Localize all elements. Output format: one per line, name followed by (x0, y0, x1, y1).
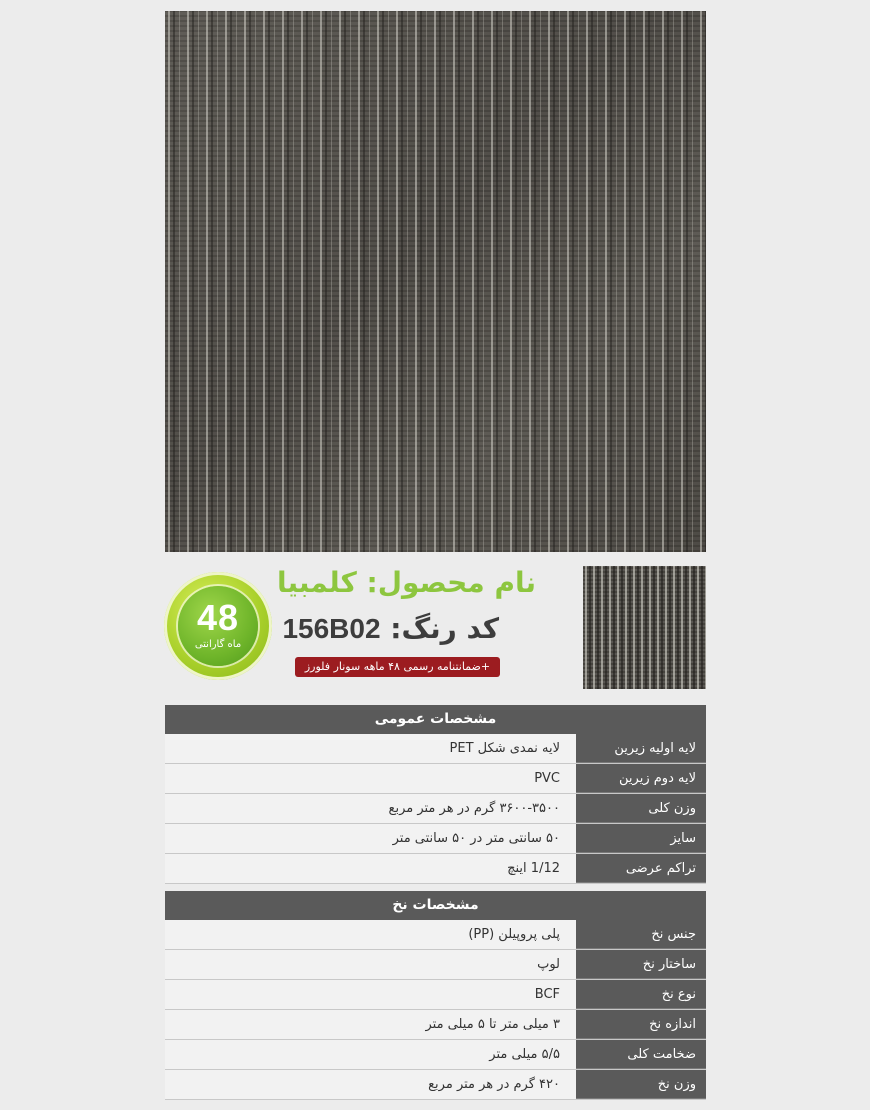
table-row (165, 1040, 706, 1070)
spec-value: پلی پروپیلن (PP) (165, 920, 576, 949)
warranty-note: +ضمانتنامه رسمی ۴۸ ماهه سونار فلورز (295, 657, 500, 677)
spec-value: ۵۰ سانتی متر در ۵۰ سانتی متر (165, 824, 576, 853)
spec-value: ۴۲۰ گرم در هر متر مربع (165, 1070, 576, 1099)
table-row (165, 920, 706, 950)
spec-label: ساختار نخ (576, 950, 706, 979)
spec-label: لایه دوم زیرین (576, 764, 706, 793)
spec-value: ۳۶۰۰-۳۵۰۰ گرم در هر متر مربع (165, 794, 576, 823)
carpet-thumbnail (583, 566, 706, 689)
table-row (165, 794, 706, 824)
spec-value: BCF (165, 980, 576, 1009)
color-code-value: 156B02 (282, 613, 381, 644)
warranty-badge (164, 572, 272, 680)
spec-label: جنس نخ (576, 920, 706, 949)
spec-value: لوپ (165, 950, 576, 979)
spec-label: نوع نخ (576, 980, 706, 1009)
color-code-label: کد رنگ: (390, 612, 499, 645)
spec-label: لایه اولیه زیرین (576, 734, 706, 763)
spec-label: ضخامت کلی (576, 1040, 706, 1069)
product-name: نام محصول: کلمبیا (276, 566, 536, 599)
spec-value: ۵/۵ میلی متر (165, 1040, 576, 1069)
spec-label: تراکم عرضی (576, 854, 706, 883)
spec-label: وزن نخ (576, 1070, 706, 1099)
spec-value: لایه نمدی شکل PET (165, 734, 576, 763)
table-row (165, 824, 706, 854)
yarn-specs-title: مشخصات نخ (165, 891, 706, 920)
table-row (165, 854, 706, 884)
general-specs-table (165, 705, 706, 884)
spec-value: 1/12 اینچ (165, 854, 576, 883)
spec-value: PVC (165, 764, 576, 793)
table-row (165, 1010, 706, 1040)
spec-label: سایز (576, 824, 706, 853)
table-row (165, 764, 706, 794)
table-row (165, 950, 706, 980)
warranty-caption: ماه گارانتی (194, 639, 242, 650)
warranty-months: 48 (196, 597, 240, 638)
general-specs-title: مشخصات عمومی (165, 705, 706, 734)
carpet-tile-image (165, 11, 706, 552)
spec-label: اندازه نخ (576, 1010, 706, 1039)
warranty-badge-inner (178, 586, 258, 666)
yarn-specs-table (165, 891, 706, 1100)
color-code-line (282, 612, 499, 645)
spec-label: وزن کلی (576, 794, 706, 823)
spec-value: ۳ میلی متر تا ۵ میلی متر (165, 1010, 576, 1039)
table-row (165, 980, 706, 1010)
table-row (165, 734, 706, 764)
table-row (165, 1070, 706, 1100)
